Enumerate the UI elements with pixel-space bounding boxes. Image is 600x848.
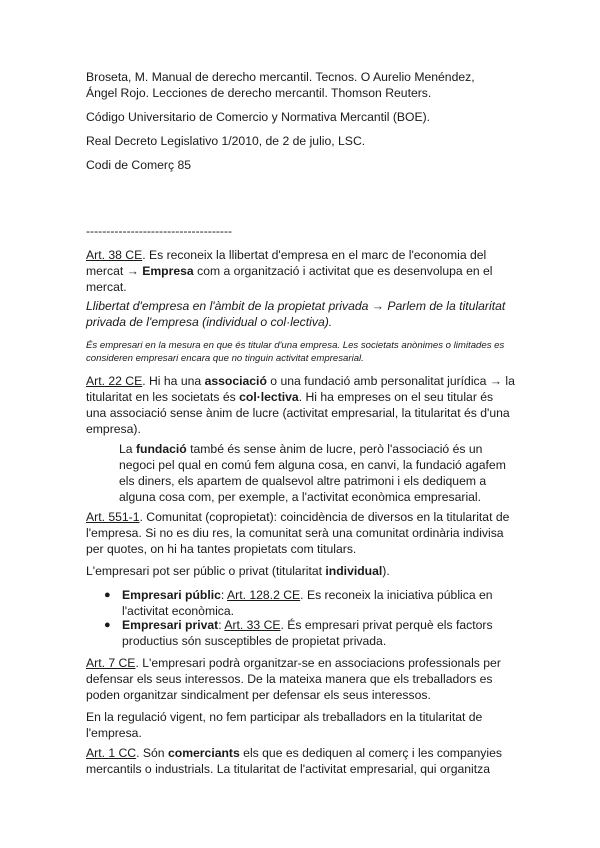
paragraph-text: els que es dediquen al comerç i les companyies mercantils o industrials. La titularitat de l'activitat empresarial, qui organitza: [86, 746, 502, 776]
paragraph-text: L'empresari pot ser públic o privat (titularitat: [86, 564, 326, 578]
paragraph-text: :: [218, 618, 225, 632]
paragraph-text: . Es reconeix la llibertat d'empresa en el marc de l'economia del mercat →: [86, 248, 487, 278]
bullet-item-public: [122, 587, 516, 619]
bold-term: col·lectiva: [239, 390, 299, 404]
reference-codi: Codi de Comerç 85: [86, 158, 191, 172]
paragraph-text: . L'empresari podrà organitzar-se en associacions professionals per defensar els seus interessos. De la mateixa manera que els treballadors es poden organitzar sindicalment per defensar els seus interessos.: [86, 656, 501, 702]
bold-term: associació: [204, 374, 267, 388]
reference-broseta: [86, 69, 516, 101]
paragraph-art38: [86, 247, 516, 295]
paragraph-fundacio: [119, 441, 515, 505]
reference-codigo: Código Universitario de Comercio y Normativa Mercantil (BOE).: [86, 110, 431, 124]
reference-rdl: Real Decreto Legislativo 1/2010, de 2 de julio, LSC.: [86, 134, 366, 148]
paragraph-art551: [86, 509, 516, 557]
bold-term: Empresari públic: [122, 588, 221, 602]
paragraph-text: . Hi ha empreses on el seu titular és una associació sense ànim de lucre (activitat empresarial, la titularitat és d'una empresa).: [86, 390, 510, 436]
paragraph-text: . Es reconeix la iniciativa pública en l'activitat econòmica.: [122, 588, 493, 618]
paragraph-text: . Són: [136, 746, 168, 760]
paragraph-regulacio: En la regulació vigent, no fem participar als treballadors en la titularitat de l'empresa.: [86, 710, 483, 740]
bullet-item-private: [122, 617, 516, 649]
bold-term: Empresari privat: [122, 618, 219, 632]
paragraph-art22: [86, 373, 516, 437]
paragraph-text: . Comunitat (copropietat): coincidència de diversos en la titularitat de l'empresa. Si no es diu res, la comunitat serà una comunitat ordinària indivisa per quotes, on hi ha tantes propietats com titulars.: [86, 510, 510, 556]
paragraph-text: com a organització i activitat que es desenvolupa en el mercat.: [86, 264, 493, 294]
small-italic-note: És empresari en la mesura en que és titular d'una empresa. Les societats anònimes o limitades es consideren empresari encara que no tinguin activitat empresarial.: [86, 340, 505, 364]
paragraph-art1cc: [86, 745, 516, 777]
bold-term: individual: [325, 564, 383, 578]
bold-term: fundació: [135, 442, 187, 456]
article-link[interactable]: Art. 33 CE: [224, 618, 281, 632]
article-link[interactable]: Art. 7 CE: [86, 656, 136, 670]
bullet-icon: ●: [104, 589, 111, 601]
article-link[interactable]: Art. 551-1: [86, 510, 140, 524]
paragraph-text: o una fundació amb personalitat jurídica → la titularitat en les societats és: [86, 374, 515, 404]
paragraph-text: també és sense ànim de lucre, però l'associació és un negoci pel qual en comú fem alguna cosa, en canvi, la fundació agafem els diners, els apartem de qualsevol altre patrimoni i els dediquem a alguna cosa com, per exemple, a l'activitat econòmica empresarial.: [119, 442, 506, 504]
paragraph-text: . És empresari privat perquè els factors productius són susceptibles de propietat privada.: [122, 618, 493, 648]
reference-text: Ángel Rojo. Lecciones de derecho mercantil. Thomson Reuters.: [86, 86, 432, 100]
article-link[interactable]: Art. 38 CE: [86, 248, 143, 262]
paragraph-empresari: [86, 563, 516, 579]
bold-term: Empresa: [142, 264, 194, 278]
separator-line: ------------------------------------: [86, 224, 233, 238]
italic-note: Llibertat d'empresa en l'àmbit de la propietat privada → Parlem de la titularitat privada de l'empresa (individual o col·lectiva).: [86, 299, 506, 329]
article-link[interactable]: Art. 22 CE: [86, 374, 143, 388]
article-link[interactable]: Art. 1 CC: [86, 746, 137, 760]
paragraph-text: :: [220, 588, 227, 602]
paragraph-text: . Hi ha una: [142, 374, 205, 388]
paragraph-art7: [86, 655, 516, 703]
paragraph-text: La: [119, 442, 136, 456]
bullet-icon: ●: [104, 619, 111, 631]
bold-term: comerciants: [167, 746, 240, 760]
article-link[interactable]: Art. 128.2 CE: [227, 588, 301, 602]
reference-text: Broseta, M. Manual de derecho mercantil. Tecnos. O Aurelio Menéndez,: [86, 70, 475, 84]
paragraph-text: ).: [382, 564, 390, 578]
